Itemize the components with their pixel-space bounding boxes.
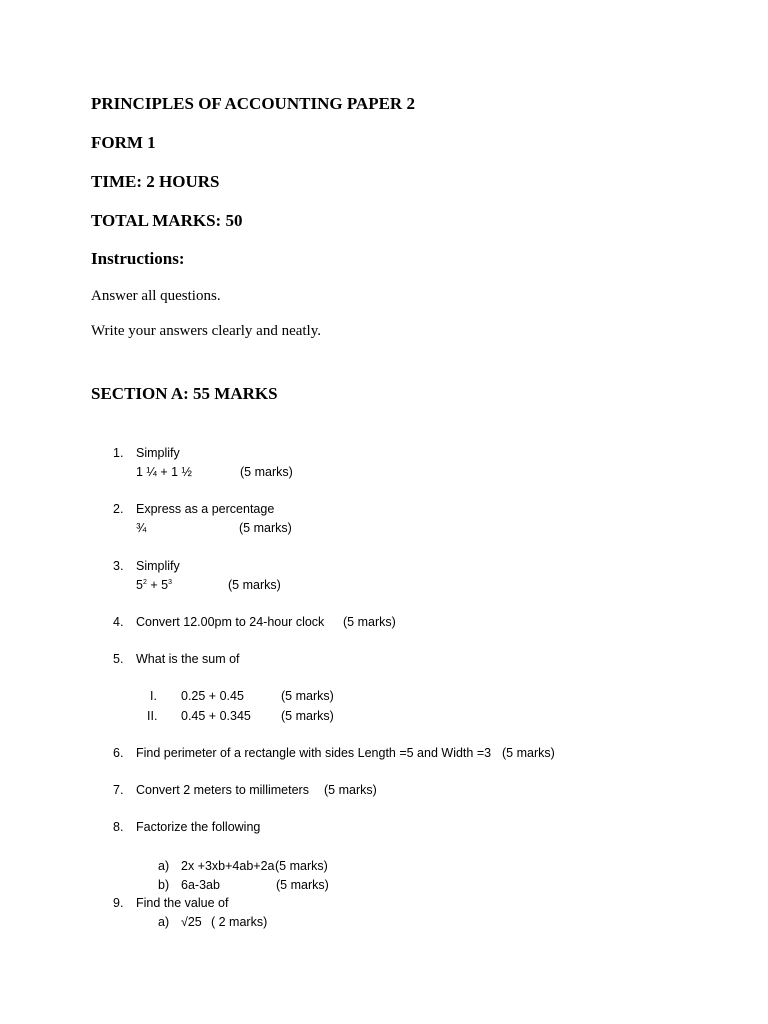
question-number: 8. [113,820,124,834]
sub-question-label: I. [150,689,157,703]
question-marks: (5 marks) [240,465,293,479]
sub-question-label: a) [158,859,170,873]
instruction-1: Answer all questions. [91,288,221,304]
question-number: 1. [113,446,124,460]
base-1: 5 [136,578,143,592]
question-text: Simplify [136,559,180,573]
question-number: 6. [113,746,124,760]
sub-question-marks: ( 2 marks) [211,915,268,929]
question-text: Factorize the following [136,820,261,834]
exponent-1: 2 [142,578,147,586]
question-text: Simplify [136,446,180,460]
question-number: 2. [113,502,124,516]
sub-question-marks: (5 marks) [281,689,334,703]
question-text: Find perimeter of a rectangle with sides Length =5 and Width =3 [136,746,492,760]
base-2: 5 [161,578,169,592]
question-number: 3. [113,559,124,573]
form-label: FORM 1 [91,133,156,152]
sub-question-label: II. [147,709,158,723]
question-number: 5. [113,652,124,666]
sub-question-expression: 2x +3xb+4ab+2a [181,859,275,873]
exponent-2: 3 [168,578,172,586]
sub-question-expression: 0.45 + 0.345 [181,709,251,723]
question-expression: ¾ [136,521,147,535]
paper-title: PRINCIPLES OF ACCOUNTING PAPER 2 [91,94,415,113]
question-expression [136,578,172,592]
section-a-heading: SECTION A: 55 MARKS [91,384,278,403]
question-number: 9. [113,896,124,910]
question-marks: (5 marks) [239,521,292,535]
sub-question-expression: 0.25 + 0.45 [181,689,244,703]
question-text: What is the sum of [136,652,240,666]
time-label: TIME: 2 HOURS [91,172,220,191]
question-text: Convert 12.00pm to 24-hour clock [136,615,325,629]
question-text: Find the value of [136,896,229,910]
instructions-heading: Instructions: [91,249,185,268]
question-number: 7. [113,783,124,797]
question-expression: 1 ¼ + 1 ½ [136,465,192,479]
question-marks: (5 marks) [502,746,555,760]
sub-question-expression: 6a-3ab [181,878,220,892]
question-marks: (5 marks) [228,578,281,592]
sub-question-expression: √25 [181,915,202,929]
sub-question-marks: (5 marks) [281,709,334,723]
plus-sign: + [146,578,162,592]
question-number: 4. [113,615,124,629]
question-marks: (5 marks) [343,615,396,629]
sub-question-marks: (5 marks) [275,859,328,873]
question-text: Convert 2 meters to millimeters [136,783,309,797]
sub-question-marks: (5 marks) [276,878,329,892]
sub-question-label: b) [158,878,170,892]
sub-question-label: a) [158,915,170,929]
question-marks: (5 marks) [324,783,377,797]
instruction-2: Write your answers clearly and neatly. [91,323,321,339]
question-text: Express as a percentage [136,502,275,516]
total-marks-label: TOTAL MARKS: 50 [91,211,243,230]
